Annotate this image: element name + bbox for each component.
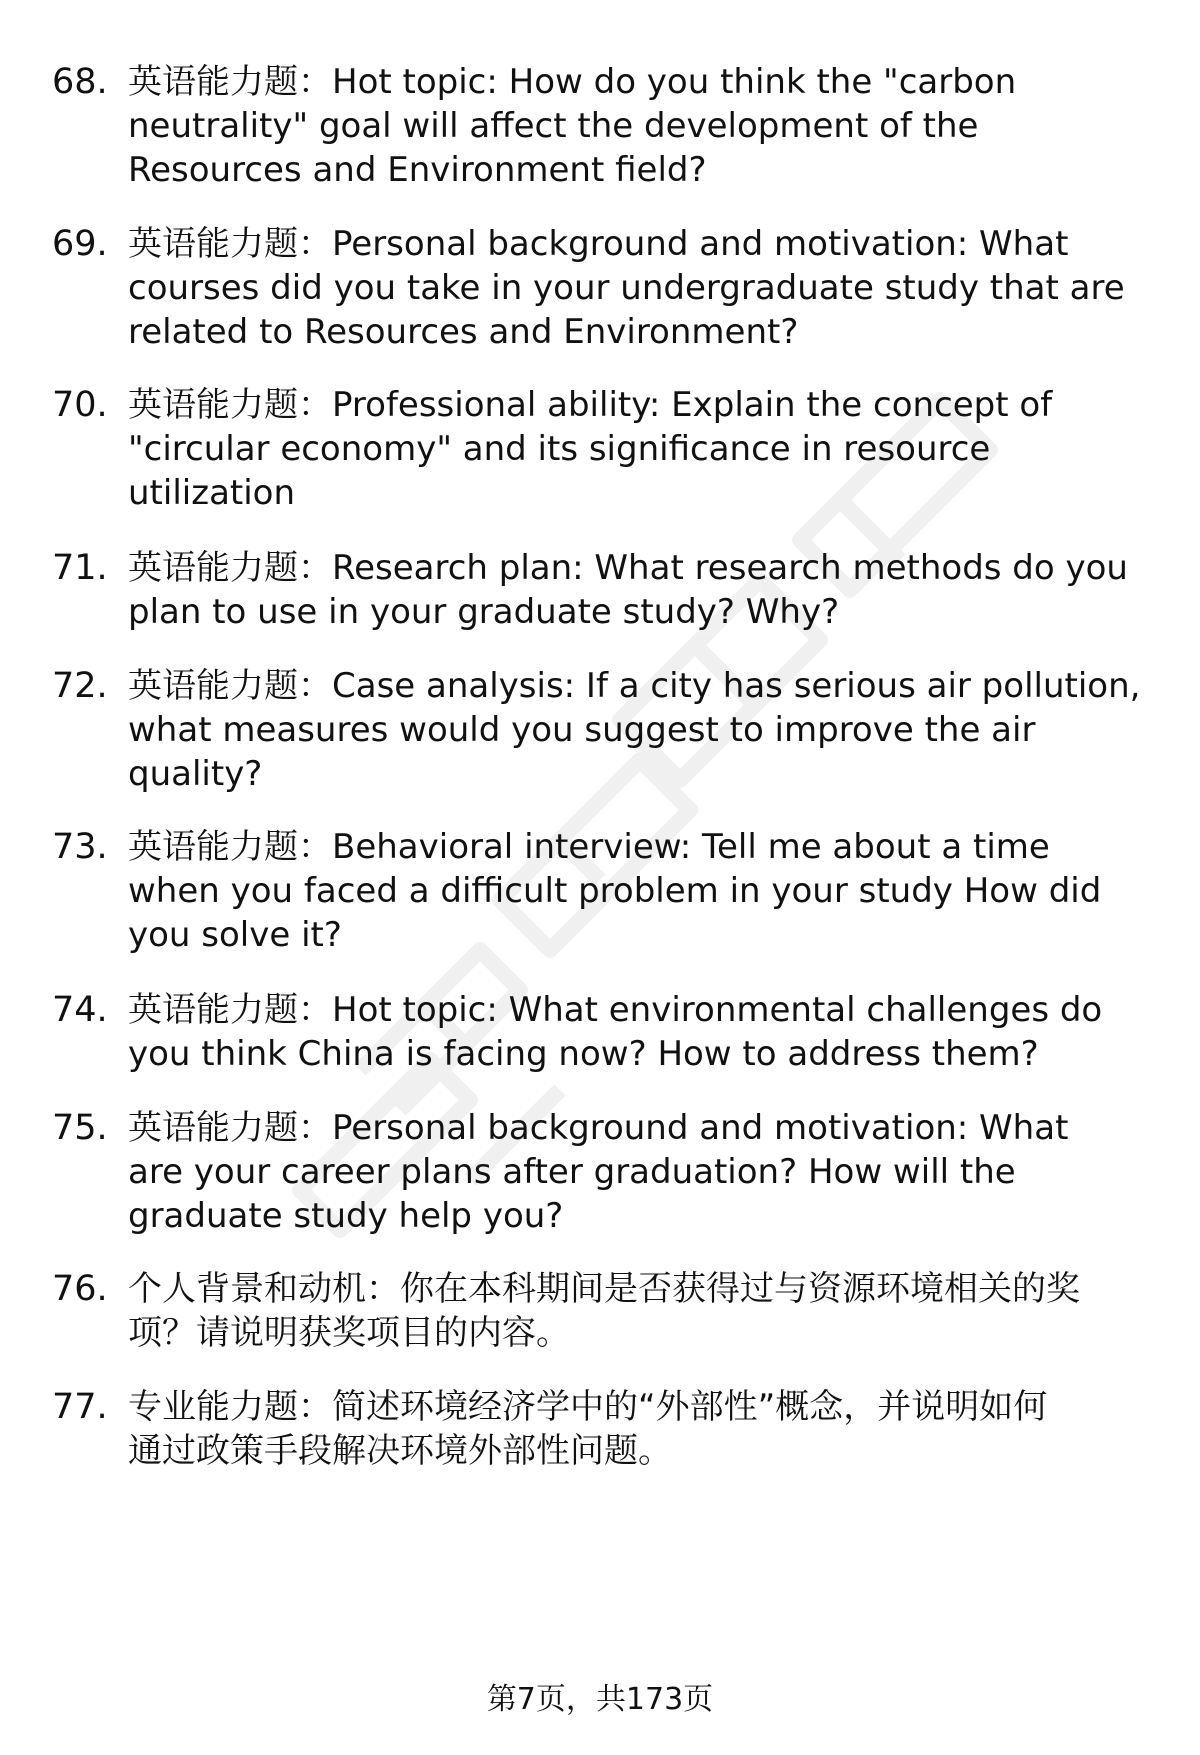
question-number: 71.: [52, 548, 108, 588]
question-number: 75.: [52, 1108, 108, 1148]
question-text-line: 英语能力题：Hot topic: What environmental challenges do: [128, 990, 1103, 1030]
question-text-line: when you faced a difficult problem in your study How did: [128, 871, 1102, 911]
question-text-line: 专业能力题：简述环境经济学中的“外部性”概念，并说明如何: [128, 1387, 1048, 1427]
question-text-line: quality?: [128, 754, 263, 794]
question-text-line: graduate study help you?: [128, 1196, 564, 1236]
question-text-line: are your career plans after graduation? How will the: [128, 1152, 1016, 1192]
question-text-line: plan to use in your graduate study? Why?: [128, 592, 840, 632]
question-text-line: you think China is facing now? How to address them?: [128, 1034, 1039, 1074]
question-text-line: 英语能力题：Research plan: What research methods do you: [128, 548, 1128, 588]
question-text-line: 英语能力题：Personal background and motivation: What: [128, 224, 1069, 264]
question-text-line: 英语能力题：Professional ability: Explain the concept of: [128, 385, 1053, 425]
question-number: 69.: [52, 224, 108, 264]
question-number: 77.: [52, 1387, 108, 1427]
question-text-line: 英语能力题：Behavioral interview: Tell me about a time: [128, 827, 1050, 867]
question-text-line: related to Resources and Environment?: [128, 312, 799, 352]
question-text-line: 项？请说明获奖项目的内容。: [128, 1313, 570, 1353]
question-text-line: 英语能力题：Case analysis: If a city has serious air pollution,: [128, 666, 1141, 706]
question-text-line: what measures would you suggest to improve the air: [128, 710, 1036, 750]
question-text-line: 通过政策手段解决环境外部性问题。: [128, 1431, 672, 1471]
question-text-line: neutrality" goal will affect the development of the: [128, 106, 979, 146]
question-text-line: "circular economy" and its significance in resource: [128, 429, 991, 469]
question-number: 76.: [52, 1269, 108, 1309]
question-text-line: utilization: [128, 473, 296, 513]
question-text-line: Resources and Environment field?: [128, 150, 707, 190]
question-number: 73.: [52, 827, 108, 867]
question-number: 72.: [52, 666, 108, 706]
question-text-line: 英语能力题：Personal background and motivation: What: [128, 1108, 1069, 1148]
page-footer: 第7页，共173页: [486, 1682, 714, 1717]
question-number: 68.: [52, 62, 108, 102]
question-text-line: courses did you take in your undergraduate study that are: [128, 268, 1125, 308]
question-number: 70.: [52, 385, 108, 425]
question-text-line: 英语能力题：Hot topic: How do you think the "carbon: [128, 62, 1017, 102]
question-text-line: 个人背景和动机：你在本科期间是否获得过与资源环境相关的奖: [128, 1269, 1080, 1309]
question-text-line: you solve it?: [128, 915, 342, 955]
question-number: 74.: [52, 990, 108, 1030]
